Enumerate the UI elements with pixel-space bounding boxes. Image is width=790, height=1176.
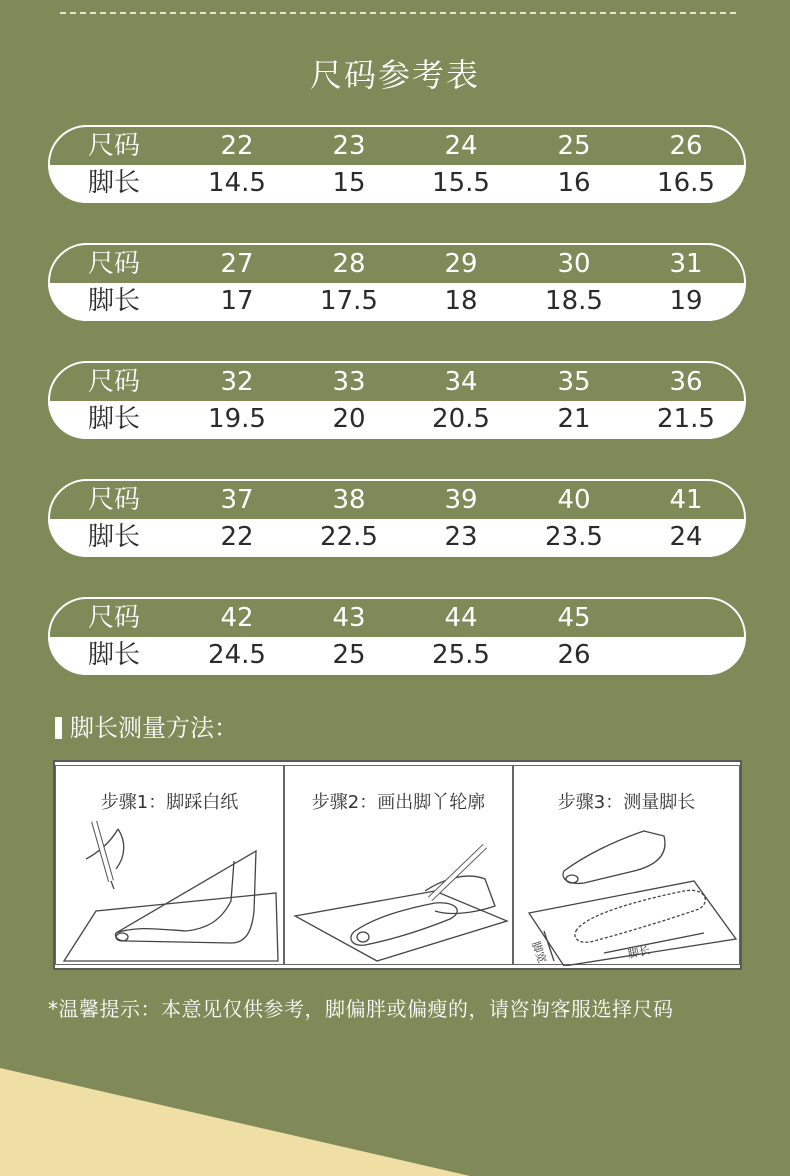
page-title: 尺码参考表 <box>309 56 480 94</box>
length-cell: 16 <box>557 168 591 198</box>
measurement-steps <box>53 760 742 970</box>
step-3-length-label: 脚长 <box>626 943 652 961</box>
length-cell: 22.5 <box>320 522 378 552</box>
size-cell: 33 <box>332 367 366 397</box>
size-table <box>48 361 746 439</box>
length-cell: 18.5 <box>545 286 603 316</box>
size-cell: 22 <box>220 131 254 161</box>
step-1-caption: 步骤1：脚踩白纸 <box>100 792 239 813</box>
size-cell: 28 <box>332 249 366 279</box>
size-cell: 45 <box>557 603 591 633</box>
length-cell: 19 <box>669 286 703 316</box>
length-cell: 26 <box>557 640 591 670</box>
size-cell: 35 <box>557 367 591 397</box>
length-row-label: 脚长 <box>88 286 141 316</box>
size-cell: 24 <box>444 131 478 161</box>
length-cell: 21 <box>557 404 591 434</box>
size-cell: 23 <box>332 131 366 161</box>
size-row-label: 尺码 <box>88 131 141 161</box>
size-table <box>48 479 746 557</box>
size-cell: 30 <box>557 249 591 279</box>
length-row-label: 脚长 <box>88 404 141 434</box>
method-heading-text: 脚长测量方法： <box>70 714 238 742</box>
step-3-width-label: 脚宽 <box>528 939 549 965</box>
length-cell: 19.5 <box>208 404 266 434</box>
size-table <box>48 597 746 675</box>
step-2-caption: 步骤2：画出脚丫轮廓 <box>311 792 486 813</box>
step-3-caption: 步骤3：测量脚长 <box>557 792 696 813</box>
size-cell: 25 <box>557 131 591 161</box>
size-cell: 42 <box>220 603 254 633</box>
size-cell: 27 <box>220 249 254 279</box>
step-1-illustration <box>56 821 285 966</box>
length-cell: 15.5 <box>432 168 490 198</box>
length-row-label: 脚长 <box>88 168 141 198</box>
length-cell: 14.5 <box>208 168 266 198</box>
length-cell: 24.5 <box>208 640 266 670</box>
top-dashed-divider <box>60 12 736 14</box>
length-cell: 16.5 <box>657 168 715 198</box>
length-row-label: 脚长 <box>88 522 141 552</box>
step-2-illustration <box>285 821 514 966</box>
size-row-label: 尺码 <box>88 603 141 633</box>
size-row-label: 尺码 <box>88 485 141 515</box>
length-cell: 25.5 <box>432 640 490 670</box>
tip-text: *温馨提示：本意见仅供参考，脚偏胖或偏瘦的，请咨询客服选择尺码 <box>48 997 674 1021</box>
step-3-illustration <box>514 821 741 966</box>
length-cell: 18 <box>444 286 478 316</box>
length-cell: 23 <box>444 522 478 552</box>
size-table <box>48 243 746 321</box>
size-cell: 26 <box>669 131 703 161</box>
length-cell: 20.5 <box>432 404 490 434</box>
heading-bar-icon <box>55 717 62 739</box>
size-cell: 29 <box>444 249 478 279</box>
step-1-panel <box>55 765 284 965</box>
size-table <box>48 125 746 203</box>
length-cell: 23.5 <box>545 522 603 552</box>
size-cell: 38 <box>332 485 366 515</box>
size-cell: 41 <box>669 485 703 515</box>
size-cell: 43 <box>332 603 366 633</box>
size-cell: 31 <box>669 249 703 279</box>
size-cell: 32 <box>220 367 254 397</box>
length-cell: 24 <box>669 522 703 552</box>
step-2-panel <box>284 765 513 965</box>
length-cell: 20 <box>332 404 366 434</box>
length-cell: 17 <box>220 286 254 316</box>
size-row-label: 尺码 <box>88 249 141 279</box>
size-cell: 36 <box>669 367 703 397</box>
size-cell: 34 <box>444 367 478 397</box>
length-cell: 25 <box>332 640 366 670</box>
size-cell: 39 <box>444 485 478 515</box>
length-cell: 17.5 <box>320 286 378 316</box>
length-cell: 15 <box>332 168 366 198</box>
length-row-label: 脚长 <box>88 640 141 670</box>
size-row-label: 尺码 <box>88 367 141 397</box>
length-cell: 22 <box>220 522 254 552</box>
size-cell: 37 <box>220 485 254 515</box>
size-cell: 40 <box>557 485 591 515</box>
method-heading <box>55 708 238 743</box>
step-3-panel <box>513 765 740 965</box>
size-cell: 44 <box>444 603 478 633</box>
length-cell: 21.5 <box>657 404 715 434</box>
